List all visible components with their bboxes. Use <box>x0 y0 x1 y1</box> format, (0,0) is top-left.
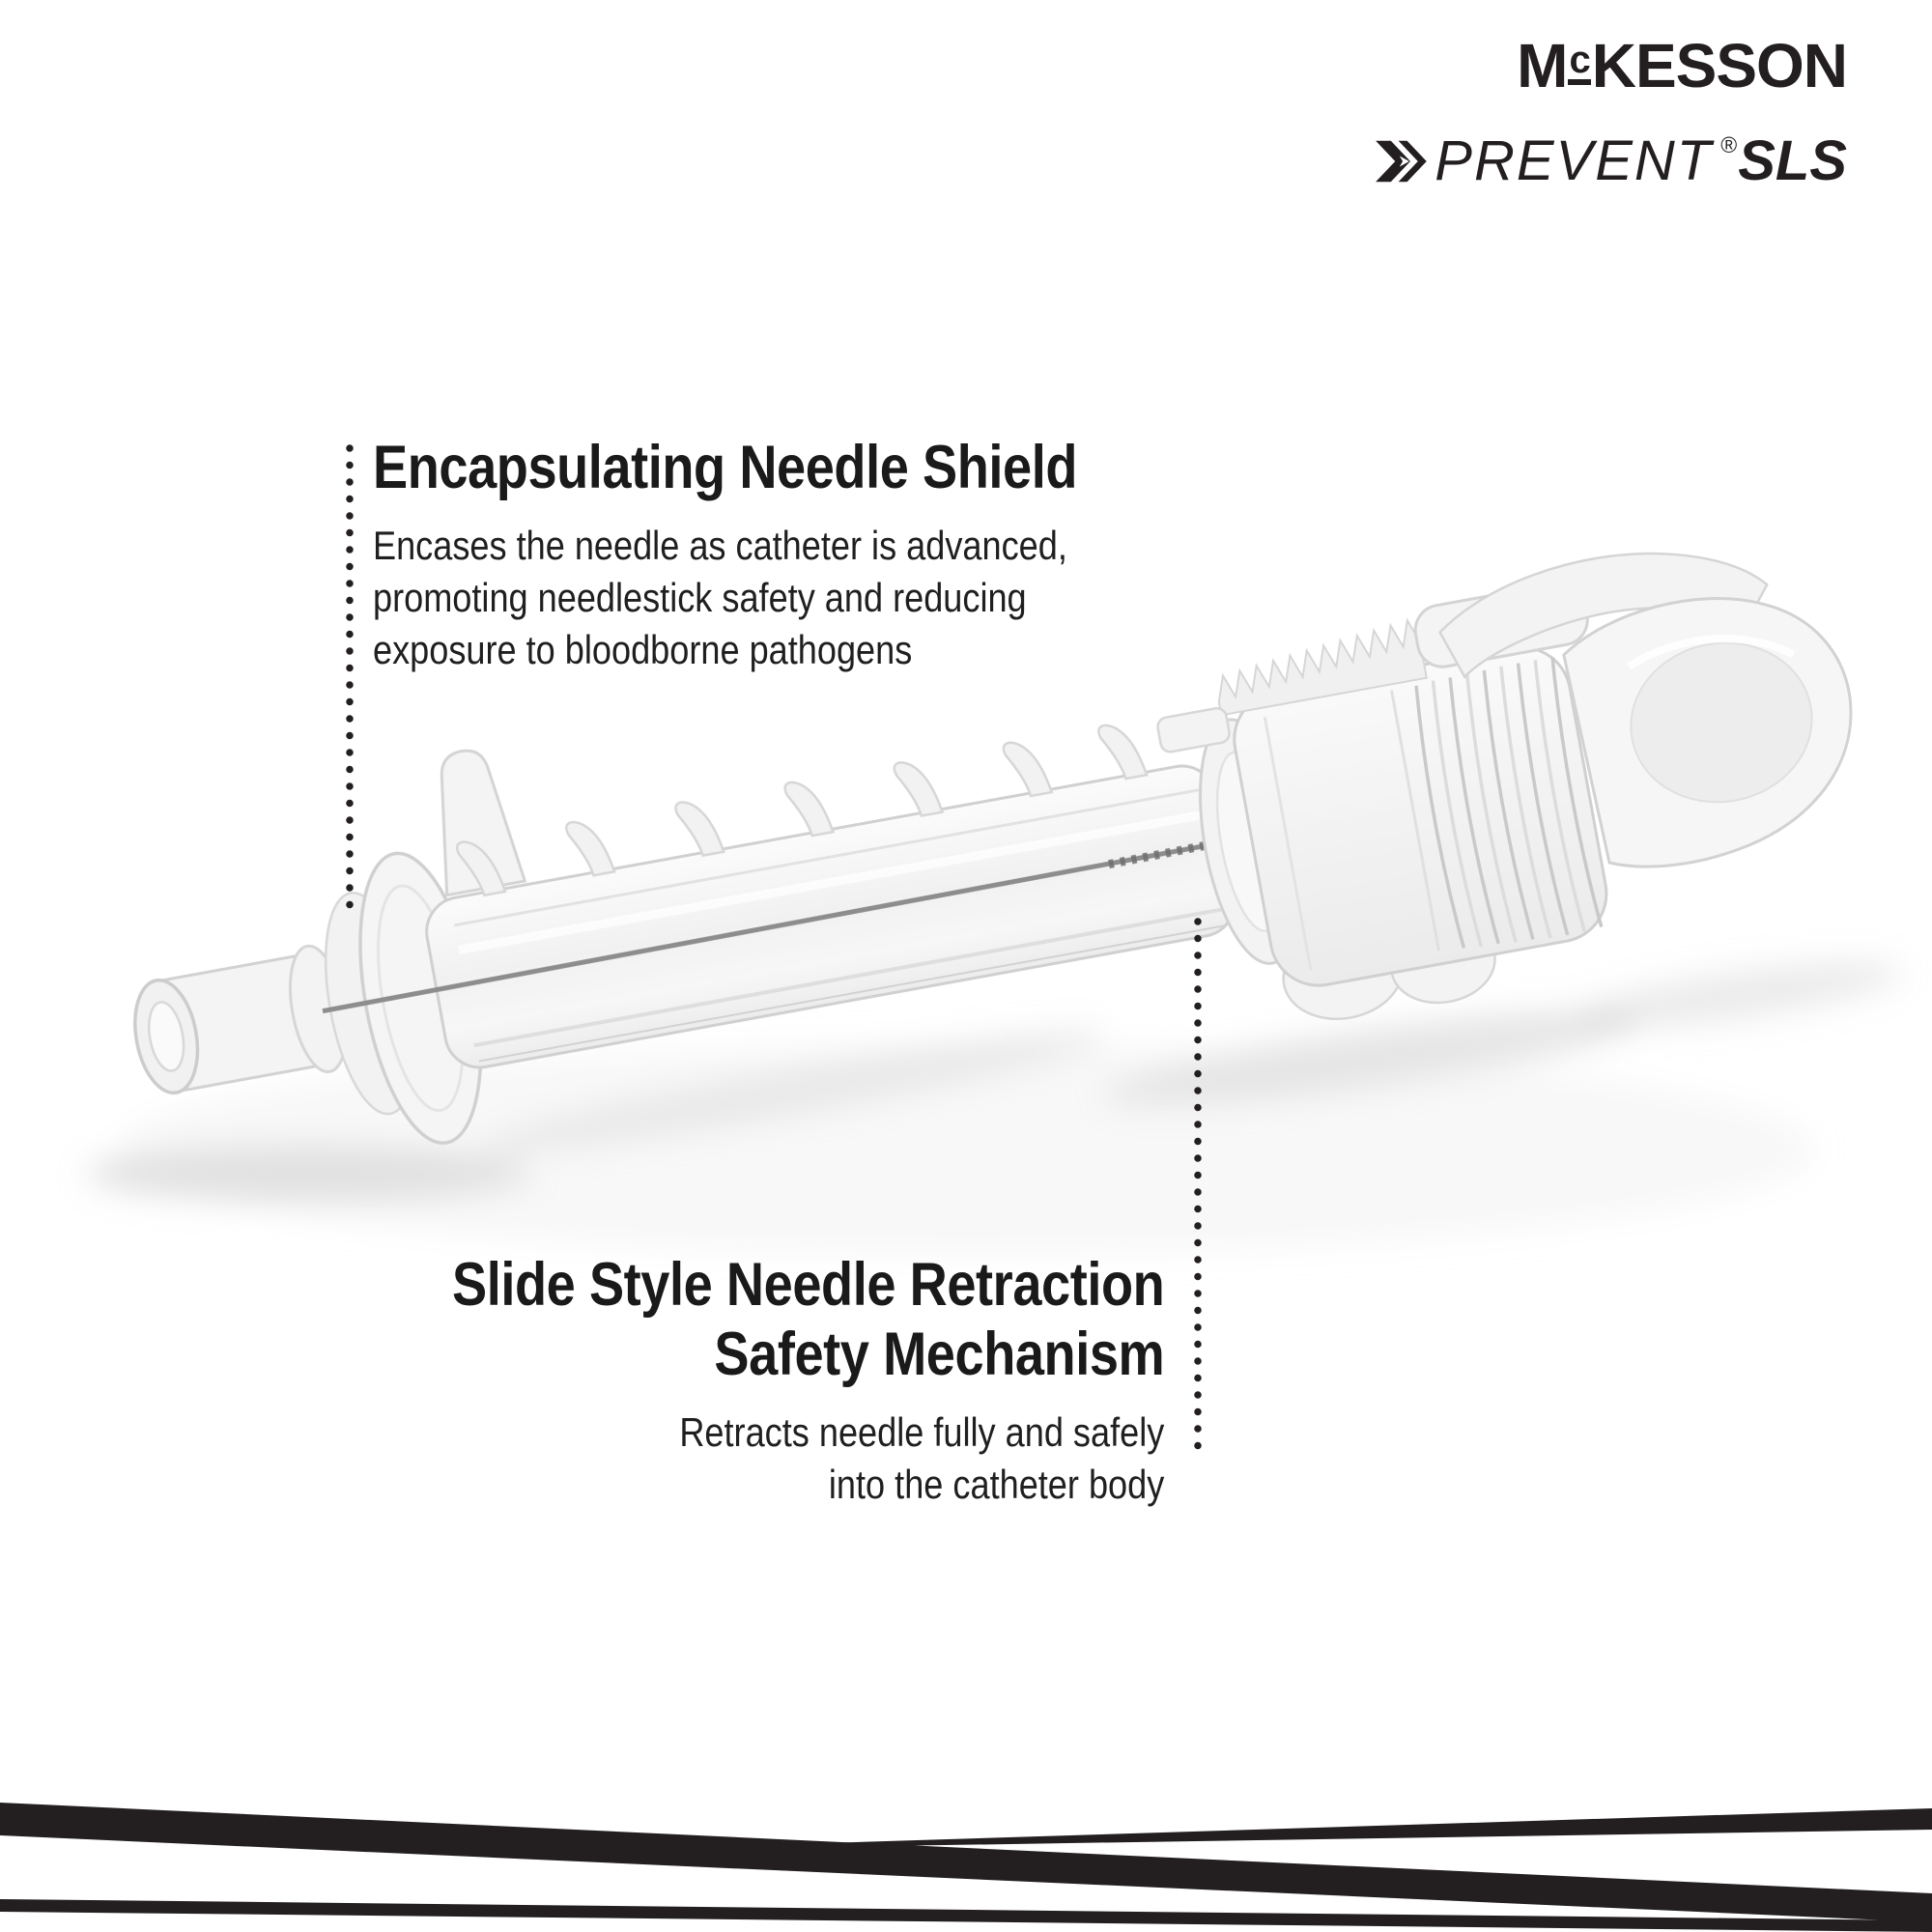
callout-needle-shield-body <box>373 520 1077 676</box>
bottom-stripes <box>0 1803 1932 1932</box>
callout-retraction-title-line-1: Slide Style Needle Retraction <box>451 1251 1164 1319</box>
logo-rest: KESSON <box>1591 31 1847 100</box>
stripe-thin-upper <box>578 1808 1932 1851</box>
logo-small-c: c <box>1568 41 1590 85</box>
body-line: into the catheter body <box>828 1462 1164 1507</box>
luer-tip <box>126 942 355 1105</box>
body-line: promoting needlestick safety and reducing <box>373 575 1027 620</box>
body-line: Encases the needle as catheter is advanced, <box>373 523 1067 568</box>
registered-mark: ® <box>1720 132 1738 157</box>
brand-block <box>1375 31 1847 193</box>
body-line: exposure to bloodborne pathogens <box>373 627 913 672</box>
callout-needle-shield-title: Encapsulating Needle Shield <box>373 434 1078 501</box>
callout-retraction-body <box>452 1406 1164 1511</box>
mckesson-logo <box>1375 31 1847 100</box>
product-line-variant: SLS <box>1738 129 1847 192</box>
callout-needle-shield <box>373 433 1077 676</box>
product-line-name: PREVENT <box>1435 129 1714 192</box>
callout-retraction-mechanism <box>452 1250 1164 1511</box>
product-line-logo <box>1375 128 1847 193</box>
double-chevron-right-icon <box>1375 132 1429 190</box>
callout-retraction-title-line-2: Safety Mechanism <box>714 1321 1164 1388</box>
body-line: Retracts needle fully and safely <box>679 1409 1164 1455</box>
logo-letter-m: M <box>1517 31 1568 100</box>
